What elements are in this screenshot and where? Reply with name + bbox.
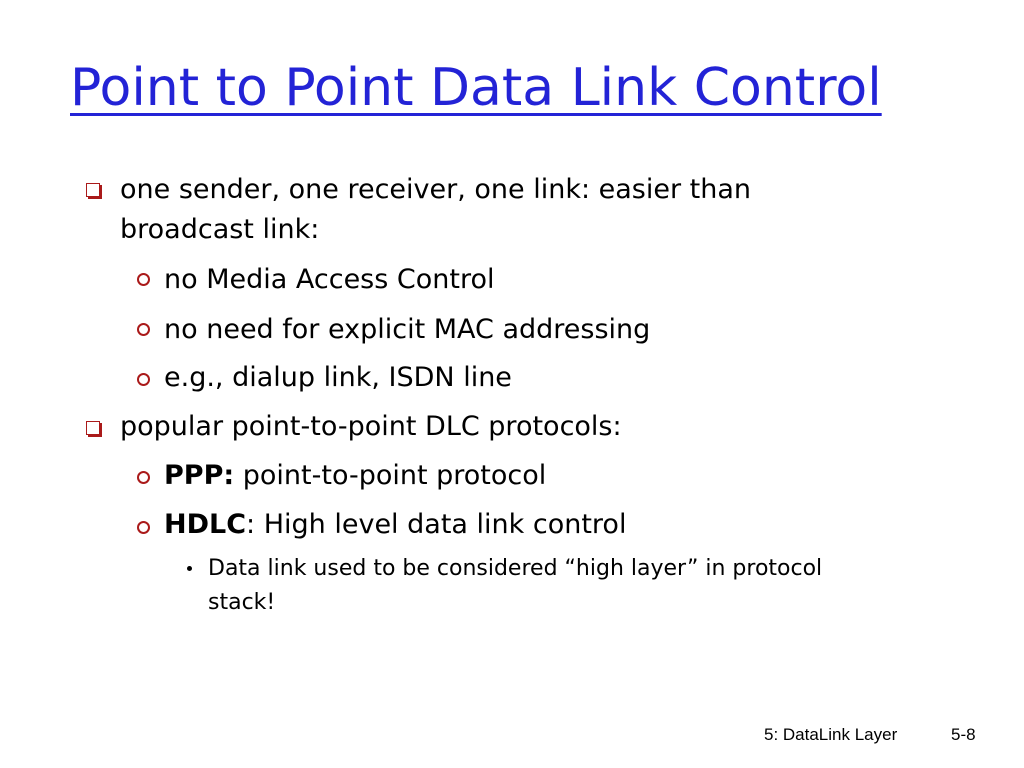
sub-bullet-no-mac: no Media Access Control	[164, 264, 495, 295]
sub-bullet-hdlc	[164, 505, 626, 545]
footer-page-number: 5-8	[951, 725, 976, 744]
hollow-square-bullet-icon	[86, 183, 100, 197]
filled-dot-bullet-icon	[187, 566, 192, 571]
hdlc-term: HDLC	[164, 509, 247, 540]
ppp-term: PPP:	[164, 460, 235, 491]
sub-sub-bullet-line-2: stack!	[208, 590, 276, 615]
sub-sub-bullet-line-1: Data link used to be considered “high layer” in protocol	[208, 556, 823, 581]
hdlc-description: : High level data link control	[246, 509, 627, 540]
sub-bullet-no-addressing: no need for explicit MAC addressing	[164, 314, 651, 345]
bullet-2-line-1: popular point-to-point DLC protocols:	[120, 411, 622, 442]
ppp-description: point-to-point protocol	[234, 460, 547, 491]
footer-chapter: 5: DataLink Layer	[764, 725, 898, 744]
bullet-1-line-2: broadcast link:	[120, 214, 320, 245]
hollow-circle-bullet-icon	[137, 471, 150, 484]
hollow-circle-bullet-icon	[137, 373, 150, 386]
bullet-1-line-1: one sender, one receiver, one link: easier than	[120, 174, 752, 205]
hollow-circle-bullet-icon	[137, 323, 150, 336]
hollow-circle-bullet-icon	[137, 521, 150, 534]
sub-bullet-ppp	[164, 456, 546, 496]
sub-bullet-examples: e.g., dialup link, ISDN line	[164, 362, 512, 393]
hollow-circle-bullet-icon	[137, 273, 150, 286]
slide-title: Point to Point Data Link Control	[70, 58, 882, 118]
hollow-square-bullet-icon	[86, 421, 100, 435]
